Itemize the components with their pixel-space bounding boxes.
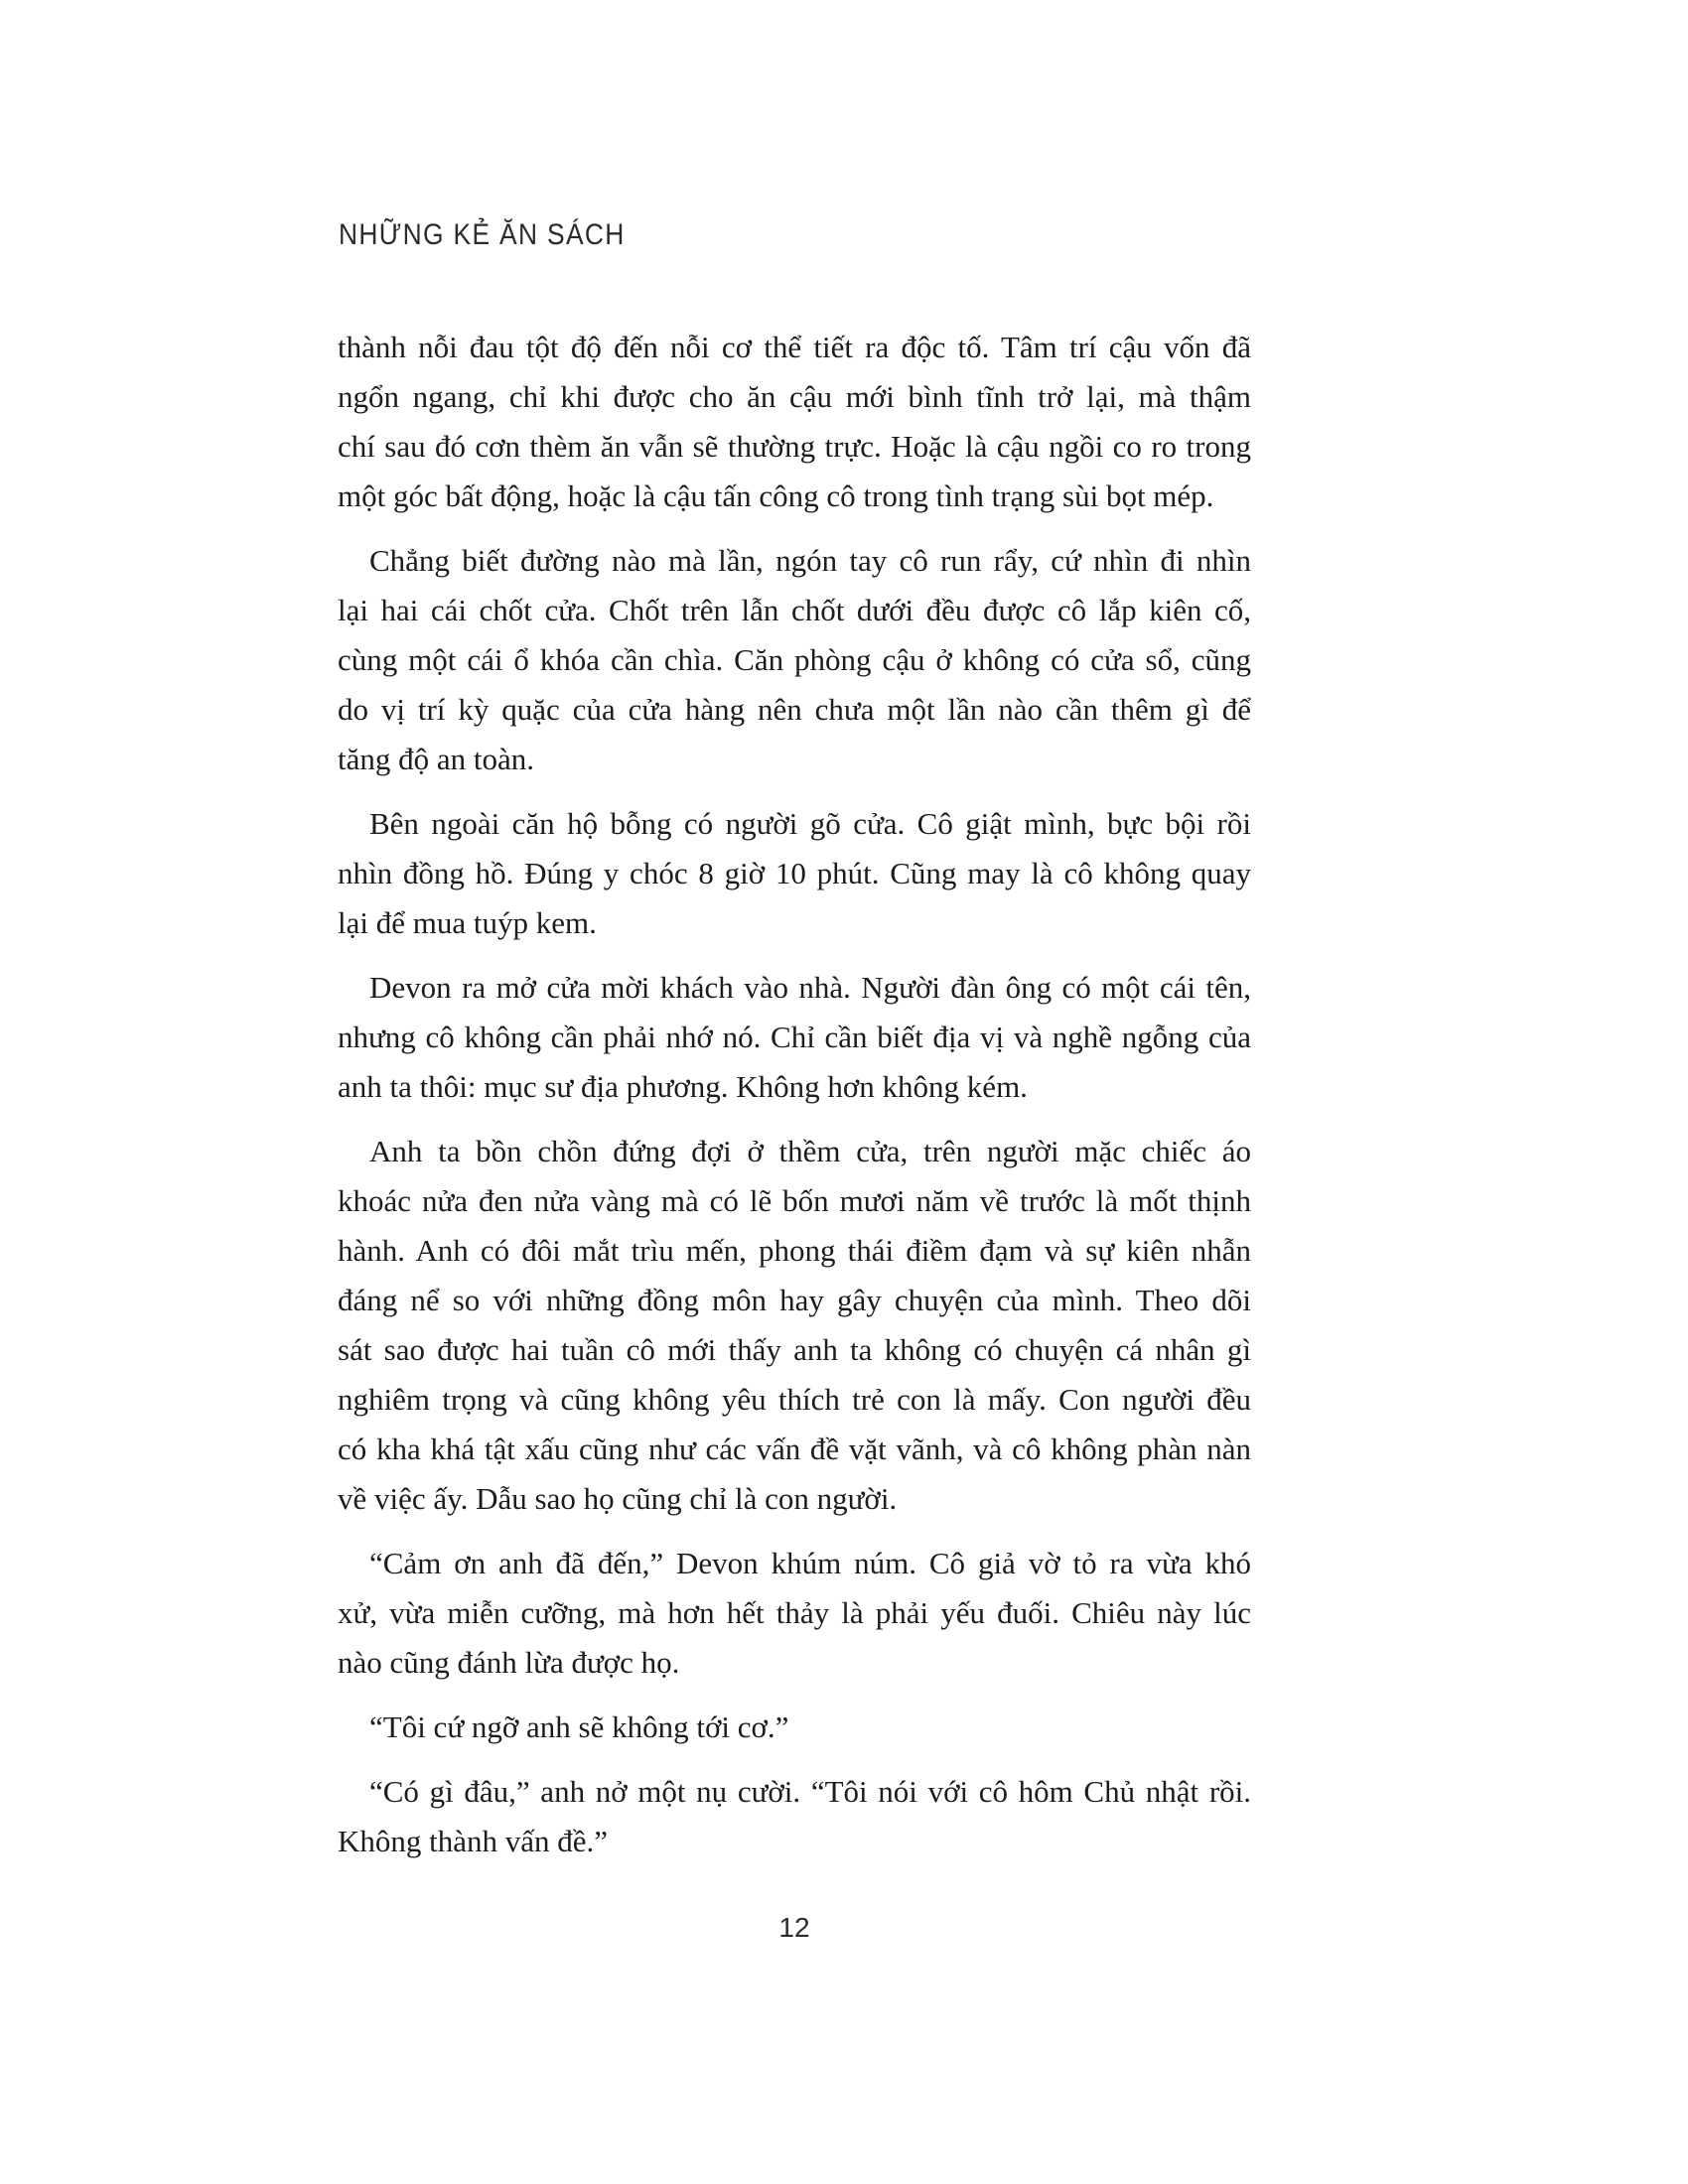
text-line: Bên ngoài căn hộ bỗng có người gõ cửa. Cô giật mình, bực bội rồi xyxy=(369,806,1251,841)
text-line: nghiêm trọng và cũng không yêu thích trẻ con là mấy. Con người đều xyxy=(338,1382,1251,1417)
text-line: tăng độ an toàn. xyxy=(338,742,535,776)
paragraph xyxy=(338,1539,1251,1688)
paragraph xyxy=(338,1127,1251,1524)
text-line: nào cũng đánh lừa được họ. xyxy=(338,1645,680,1680)
text-line: anh ta thôi: mục sư địa phương. Không hơn không kém. xyxy=(338,1069,1028,1104)
text-line: sát sao được hai tuần cô mới thấy anh ta không có chuyện cá nhân gì xyxy=(338,1332,1251,1367)
text-line: do vị trí kỳ quặc của cửa hàng nên chưa một lần nào cần thêm gì để xyxy=(338,692,1251,727)
text-line: nhìn đồng hồ. Đúng y chóc 8 giờ 10 phút. Cũng may là cô không quay xyxy=(338,856,1251,890)
text-line: Chẳng biết đường nào mà lần, ngón tay cô run rẩy, cứ nhìn đi nhìn xyxy=(369,543,1251,578)
text-line: một góc bất động, hoặc là cậu tấn công cô trong tình trạng sùi bọt mép. xyxy=(338,478,1214,513)
text-line: “Cảm ơn anh đã đến,” Devon khúm núm. Cô giả vờ tỏ ra vừa khó xyxy=(369,1546,1251,1580)
text-line: khoác nửa đen nửa vàng mà có lẽ bốn mươi năm về trước là mốt thịnh xyxy=(338,1183,1251,1218)
text-line: cùng một cái ổ khóa cần chìa. Căn phòng cậu ở không có cửa sổ, cũng xyxy=(338,642,1251,677)
text-line: có kha khá tật xấu cũng như các vấn đề vặt vãnh, và cô không phàn nàn xyxy=(338,1432,1251,1466)
paragraph xyxy=(338,799,1251,948)
page-number: 12 xyxy=(778,1912,810,1943)
text-line: đáng nể so với những đồng môn hay gây chuyện của mình. Theo dõi xyxy=(338,1283,1251,1317)
paragraph xyxy=(338,1703,1251,1752)
text-line: ngổn ngang, chỉ khi được cho ăn cậu mới bình tĩnh trở lại, mà thậm xyxy=(338,379,1251,414)
text-line: hành. Anh có đôi mắt trìu mến, phong thái điềm đạm và sự kiên nhẫn xyxy=(338,1233,1251,1268)
running-header: NHỮNG KẺ ĂN SÁCH xyxy=(339,218,626,251)
text-line: chí sau đó cơn thèm ăn vẫn sẽ thường trực. Hoặc là cậu ngồi co ro trong xyxy=(338,429,1251,464)
paragraph xyxy=(338,1767,1251,1866)
paragraph xyxy=(338,963,1251,1112)
paragraph xyxy=(338,536,1251,784)
text-line: xử, vừa miễn cưỡng, mà hơn hết thảy là phải yếu đuối. Chiêu này lúc xyxy=(338,1595,1251,1630)
text-line: Không thành vấn đề.” xyxy=(338,1824,609,1858)
text-line: lại hai cái chốt cửa. Chốt trên lẫn chốt dưới đều được cô lắp kiên cố, xyxy=(338,593,1251,627)
text-line: lại để mua tuýp kem. xyxy=(338,905,597,940)
text-line: Anh ta bồn chồn đứng đợi ở thềm cửa, trên người mặc chiếc áo xyxy=(369,1134,1251,1168)
text-line: “Có gì đâu,” anh nở một nụ cười. “Tôi nói với cô hôm Chủ nhật rồi. xyxy=(369,1774,1251,1809)
text-line: thành nỗi đau tột độ đến nỗi cơ thể tiết ra độc tố. Tâm trí cậu vốn đã xyxy=(338,330,1251,364)
text-line: về việc ấy. Dẫu sao họ cũng chỉ là con người. xyxy=(338,1481,898,1516)
text-line: Devon ra mở cửa mời khách vào nhà. Người đàn ông có một cái tên, xyxy=(369,970,1251,1005)
paragraph xyxy=(338,323,1251,521)
text-line: “Tôi cứ ngỡ anh sẽ không tới cơ.” xyxy=(369,1709,789,1744)
text-line: nhưng cô không cần phải nhớ nó. Chỉ cần biết địa vị và nghề ngỗng của xyxy=(338,1020,1251,1054)
body-text xyxy=(338,323,1251,1881)
